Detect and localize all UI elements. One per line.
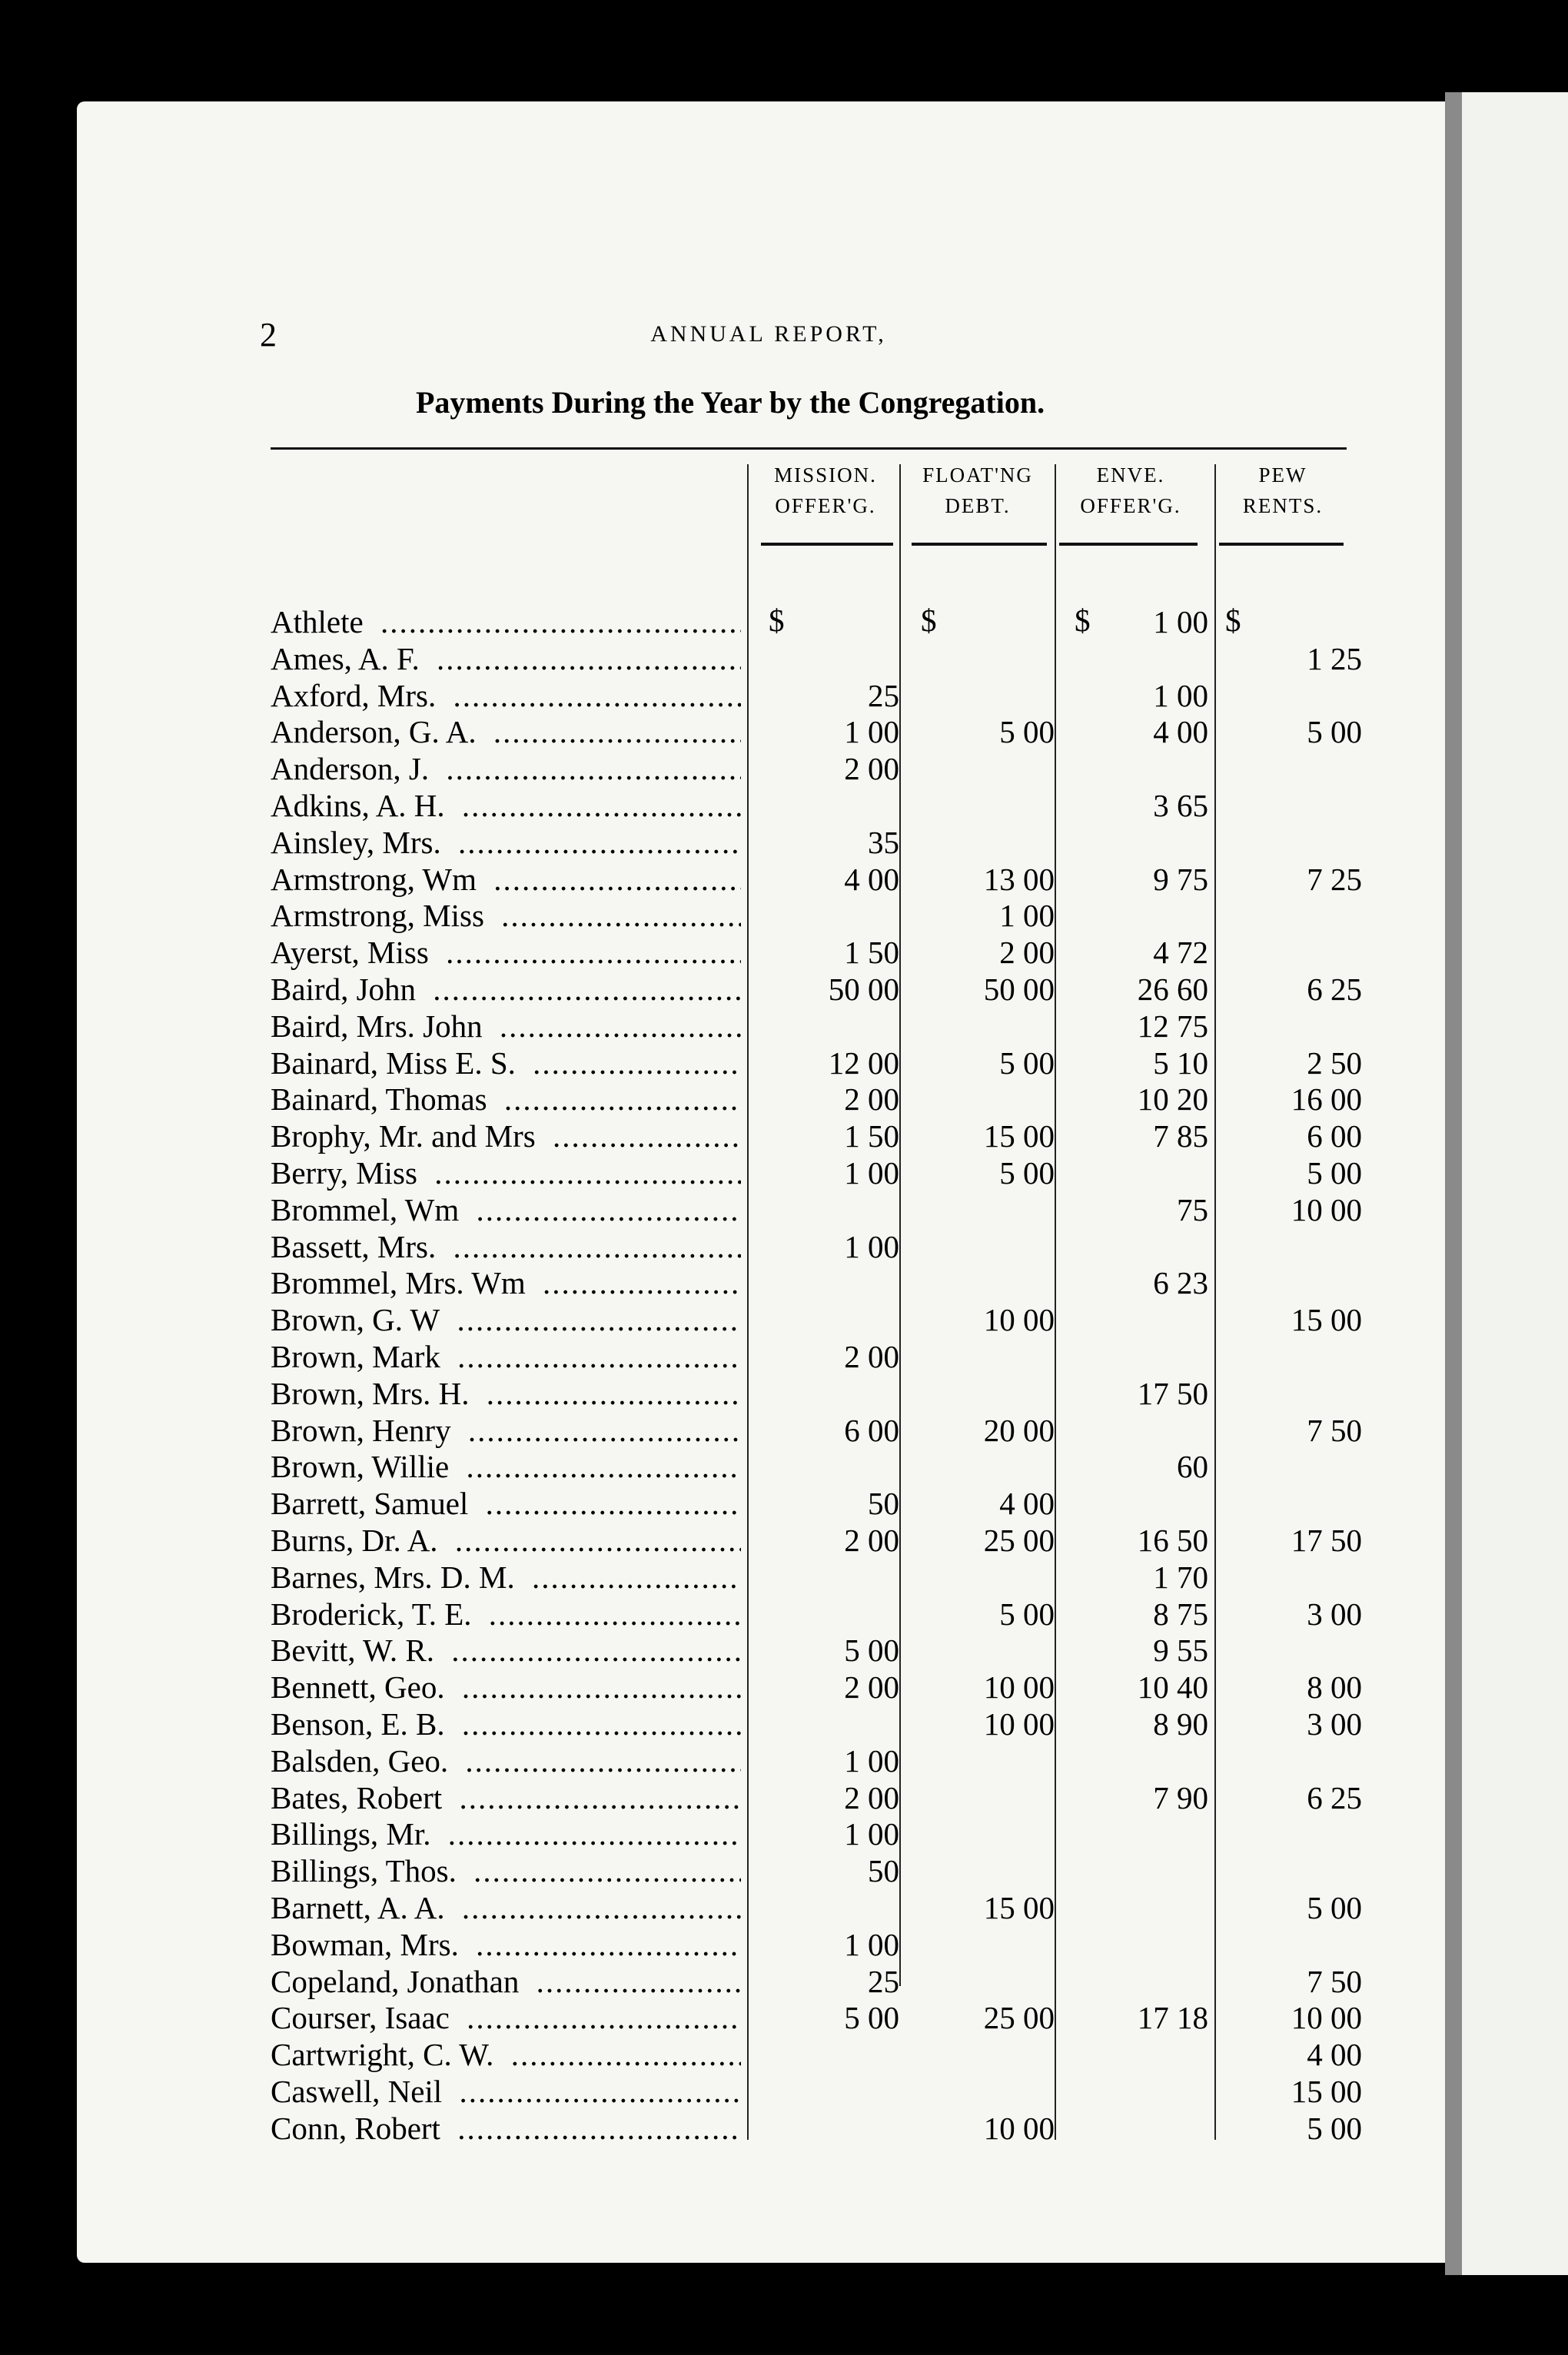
contributor-name xyxy=(271,1413,741,1448)
mission-offering-cell: 1 00 xyxy=(844,1228,899,1264)
pew-rents-cell: 2 50 xyxy=(1307,1045,1362,1081)
contributor-name-text: Courser, Isaac xyxy=(271,2000,457,2035)
contributor-name-text: Armstrong, Miss xyxy=(271,898,492,933)
contributor-name xyxy=(271,1229,741,1264)
pew-rents-cell: 10 00 xyxy=(1291,1191,1362,1227)
floating-debt-cell: 5 00 xyxy=(999,714,1055,750)
currency-symbol: $ xyxy=(769,603,785,638)
table-row xyxy=(0,2074,1414,2109)
contributor-name-text: Brophy, Mr. and Mrs xyxy=(271,1118,543,1154)
contributor-name-text: Barrett, Samuel xyxy=(271,1486,476,1521)
contributor-name xyxy=(271,1265,741,1300)
mission-offering-cell: 5 00 xyxy=(844,1633,899,1669)
table-row xyxy=(0,1559,1414,1595)
table-row xyxy=(0,1008,1414,1044)
table-row xyxy=(0,1339,1414,1374)
table-row xyxy=(0,2111,1414,2146)
contributor-name xyxy=(271,2037,741,2072)
page-number: 2 xyxy=(260,316,277,354)
mission-offering-cell: 2 00 xyxy=(844,1779,899,1815)
mission-offering-cell: 6 00 xyxy=(844,1412,899,1448)
contributor-name xyxy=(271,1706,741,1742)
contributor-name-text: Brown, Willie xyxy=(271,1449,457,1484)
contributor-name-text: Balsden, Geo. xyxy=(271,1743,456,1779)
envelope-offering-cell: 9 75 xyxy=(1153,861,1208,897)
contributor-name-text: Barnes, Mrs. D. M. xyxy=(271,1559,523,1595)
contributor-name xyxy=(271,2000,741,2035)
table-row xyxy=(0,1669,1414,1705)
currency-symbol: $ xyxy=(1225,603,1241,638)
pew-rents-cell: 15 00 xyxy=(1291,2074,1362,2109)
envelope-offering-cell: 7 90 xyxy=(1153,1779,1208,1815)
contributor-name-text: Burns, Dr. A. xyxy=(271,1523,446,1558)
contributor-name xyxy=(271,1118,741,1154)
table-row xyxy=(0,641,1414,676)
contributor-name xyxy=(271,1486,741,1521)
pew-rents-cell: 4 00 xyxy=(1307,2037,1362,2073)
contributor-name xyxy=(271,2074,741,2109)
envelope-offering-cell: 17 50 xyxy=(1137,1375,1208,1411)
table-row xyxy=(0,1229,1414,1264)
contributor-name xyxy=(271,604,741,639)
contributor-name xyxy=(271,1449,741,1484)
contributor-name xyxy=(271,1523,741,1558)
contributor-name-text: Baird, Mrs. John xyxy=(271,1008,490,1044)
envelope-offering-cell: 10 20 xyxy=(1137,1081,1208,1118)
contributor-name xyxy=(271,1008,741,1044)
table-row xyxy=(0,1118,1414,1154)
contributor-name-text: Bates, Robert xyxy=(271,1780,450,1815)
contributor-name-text: Ainsley, Mrs. xyxy=(271,825,449,860)
column-header-mission: MISSION. OFFER'G. xyxy=(774,463,877,517)
contributor-name xyxy=(271,751,741,786)
envelope-offering-cell: 8 75 xyxy=(1153,1596,1208,1632)
pew-rents-cell: 3 00 xyxy=(1307,1706,1362,1742)
contributor-name-text: Bennett, Geo. xyxy=(271,1669,453,1705)
contributor-name xyxy=(271,1780,741,1815)
header-underline xyxy=(912,543,1047,546)
contributor-name-text: Billings, Mr. xyxy=(271,1816,438,1852)
pew-rents-cell: 5 00 xyxy=(1307,714,1362,750)
contributor-name xyxy=(271,862,741,897)
pew-rents-cell: 5 00 xyxy=(1307,1890,1362,1925)
floating-debt-cell: 10 00 xyxy=(983,1706,1055,1742)
floating-debt-cell: 10 00 xyxy=(983,1669,1055,1706)
table-row xyxy=(0,1964,1414,1999)
floating-debt-cell: 20 00 xyxy=(983,1412,1055,1448)
pew-rents-cell: 1 25 xyxy=(1307,640,1362,676)
envelope-offering-cell: 60 xyxy=(1177,1449,1208,1485)
envelope-offering-cell: 8 90 xyxy=(1153,1706,1208,1742)
envelope-offering-cell: 1 00 xyxy=(1153,604,1208,639)
contributor-name xyxy=(271,1669,741,1705)
running-head: ANNUAL REPORT, xyxy=(650,321,887,347)
mission-offering-cell: 50 xyxy=(868,1486,899,1522)
envelope-offering-cell: 6 23 xyxy=(1153,1265,1208,1301)
table-row xyxy=(0,1045,1414,1081)
envelope-offering-cell: 4 00 xyxy=(1153,714,1208,750)
floating-debt-cell: 5 00 xyxy=(999,1155,1055,1191)
column-header-pew-rents: PEW RENTS. xyxy=(1242,463,1324,517)
mission-offering-cell: 2 00 xyxy=(844,751,899,787)
mission-offering-cell: 12 00 xyxy=(828,1045,899,1081)
contributor-name-text: Copeland, Jonathan xyxy=(271,1964,527,1999)
contributor-name-text: Berry, Miss xyxy=(271,1155,425,1191)
mission-offering-cell: 2 00 xyxy=(844,1339,899,1374)
contributor-name xyxy=(271,1045,741,1081)
envelope-offering-cell: 5 10 xyxy=(1153,1045,1208,1081)
contributor-name-text: Anderson, G. A. xyxy=(271,714,484,749)
mission-offering-cell: 25 xyxy=(868,677,899,713)
table-row xyxy=(0,972,1414,1007)
table-title: Payments During the Year by the Congregation. xyxy=(415,385,1045,420)
floating-debt-cell: 4 00 xyxy=(999,1486,1055,1522)
mission-offering-cell: 1 00 xyxy=(844,1742,899,1779)
contributor-name xyxy=(271,1964,741,1999)
table-row xyxy=(0,1265,1414,1300)
contributor-name xyxy=(271,825,741,860)
mission-offering-cell: 35 xyxy=(868,824,899,860)
contributor-name-text: Athlete xyxy=(271,604,371,639)
floating-debt-cell: 1 00 xyxy=(999,898,1055,934)
contributor-name-text: Armstrong, Wm xyxy=(271,862,484,897)
contributor-name xyxy=(271,788,741,823)
contributor-name-text: Bainard, Miss E. S. xyxy=(271,1045,523,1081)
floating-debt-cell: 25 00 xyxy=(983,2000,1055,2036)
table-row xyxy=(0,1413,1414,1448)
contributor-name xyxy=(271,1302,741,1337)
envelope-offering-cell: 16 50 xyxy=(1137,1523,1208,1558)
contributor-name-text: Brommel, Wm xyxy=(271,1192,467,1227)
contributor-name-text: Brown, Mark xyxy=(271,1339,448,1374)
contributor-name-text: Brown, Henry xyxy=(271,1413,459,1448)
facing-page-edge xyxy=(1445,92,1568,2275)
floating-debt-cell: 15 00 xyxy=(983,1118,1055,1154)
table-row xyxy=(0,1081,1414,1117)
mission-offering-cell: 50 xyxy=(868,1853,899,1889)
contributor-name xyxy=(271,1743,741,1779)
mission-offering-cell: 1 50 xyxy=(844,935,899,971)
contributor-name-text: Ayerst, Miss xyxy=(271,935,437,970)
contributor-name xyxy=(271,972,741,1007)
pew-rents-cell: 7 50 xyxy=(1307,1963,1362,1999)
header-underline xyxy=(1219,543,1344,546)
mission-offering-cell: 25 xyxy=(868,1963,899,1999)
contributor-name-text: Bowman, Mrs. xyxy=(271,1927,467,1962)
pew-rents-cell: 10 00 xyxy=(1291,2000,1362,2036)
mission-offering-cell: 1 00 xyxy=(844,1155,899,1191)
table-row xyxy=(0,751,1414,786)
pew-rents-cell: 5 00 xyxy=(1307,1155,1362,1191)
table-row xyxy=(0,714,1414,749)
table-row xyxy=(0,1596,1414,1632)
contributor-name xyxy=(271,1927,741,1962)
contributor-name xyxy=(271,1596,741,1632)
mission-offering-cell: 1 00 xyxy=(844,1816,899,1852)
contributor-name xyxy=(271,678,741,713)
pew-rents-cell: 7 50 xyxy=(1307,1412,1362,1448)
contributor-name xyxy=(271,2111,741,2146)
column-header-floating-debt: FLOAT'NG DEBT. xyxy=(922,463,1033,517)
table-row xyxy=(0,1376,1414,1411)
contributor-name-text: Ames, A. F. xyxy=(271,641,427,676)
envelope-offering-cell: 7 85 xyxy=(1153,1118,1208,1154)
table-row xyxy=(0,1816,1414,1852)
pew-rents-cell: 7 25 xyxy=(1307,861,1362,897)
table-row xyxy=(0,1890,1414,1925)
header-underline xyxy=(761,543,893,546)
contributor-name xyxy=(271,1816,741,1852)
pew-rents-cell: 16 00 xyxy=(1291,1081,1362,1118)
contributor-name-text: Cartwright, C. W. xyxy=(271,2037,501,2072)
contributor-name-text: Axford, Mrs. xyxy=(271,678,443,713)
floating-debt-cell: 50 00 xyxy=(983,972,1055,1007)
table-row xyxy=(0,604,1414,639)
contributor-name-text: Caswell, Neil xyxy=(271,2074,450,2109)
table-row xyxy=(0,1706,1414,1742)
table-row xyxy=(0,862,1414,897)
table-row xyxy=(0,1449,1414,1484)
pew-rents-cell: 6 25 xyxy=(1307,1779,1362,1815)
mission-offering-cell: 1 00 xyxy=(844,1926,899,1962)
envelope-offering-cell: 12 75 xyxy=(1137,1008,1208,1044)
contributor-name-text: Bassett, Mrs. xyxy=(271,1229,443,1264)
table-row xyxy=(0,1853,1414,1888)
contributor-name xyxy=(271,1155,741,1191)
contributor-name xyxy=(271,1192,741,1227)
pew-rents-cell: 6 00 xyxy=(1307,1118,1362,1154)
pew-rents-cell: 8 00 xyxy=(1307,1669,1362,1706)
floating-debt-cell: 25 00 xyxy=(983,1523,1055,1558)
pew-rents-cell: 3 00 xyxy=(1307,1596,1362,1632)
contributor-name-text: Adkins, A. H. xyxy=(271,788,453,823)
envelope-offering-cell: 1 70 xyxy=(1153,1559,1208,1595)
contributor-name-text: Benson, E. B. xyxy=(271,1706,453,1742)
table-row xyxy=(0,788,1414,823)
header-underline xyxy=(1059,543,1198,546)
contributor-name-text: Barnett, A. A. xyxy=(271,1890,453,1925)
table-row xyxy=(0,1155,1414,1191)
mission-offering-cell: 1 00 xyxy=(844,714,899,750)
floating-debt-cell: 2 00 xyxy=(999,935,1055,971)
floating-debt-cell: 13 00 xyxy=(983,861,1055,897)
table-row xyxy=(0,1192,1414,1227)
envelope-offering-cell: 26 60 xyxy=(1137,972,1208,1007)
table-row xyxy=(0,1302,1414,1337)
contributor-name xyxy=(271,641,741,676)
pew-rents-cell: 15 00 xyxy=(1291,1302,1362,1338)
contributor-name-text: Bainard, Thomas xyxy=(271,1081,495,1117)
contributor-name-text: Brommel, Mrs. Wm xyxy=(271,1265,533,1300)
table-row xyxy=(0,898,1414,933)
header-rule xyxy=(271,447,1347,450)
envelope-offering-cell: 9 55 xyxy=(1153,1633,1208,1669)
table-row xyxy=(0,1780,1414,1815)
envelope-offering-cell: 1 00 xyxy=(1153,677,1208,713)
table-row xyxy=(0,2037,1414,2072)
contributor-name-text: Brown, G. W xyxy=(271,1302,447,1337)
mission-offering-cell: 50 00 xyxy=(828,972,899,1007)
mission-offering-cell: 1 50 xyxy=(844,1118,899,1154)
pew-rents-cell: 17 50 xyxy=(1291,1523,1362,1558)
envelope-offering-cell: 3 65 xyxy=(1153,788,1208,823)
contributor-name-text: Bevitt, W. R. xyxy=(271,1633,442,1668)
contributor-name xyxy=(271,1339,741,1374)
table-row xyxy=(0,1523,1414,1558)
table-row xyxy=(0,825,1414,860)
contributor-name-text: Anderson, J. xyxy=(271,751,437,786)
currency-symbol: $ xyxy=(921,603,937,638)
contributor-name xyxy=(271,1559,741,1595)
floating-debt-cell: 10 00 xyxy=(983,1302,1055,1338)
contributor-name xyxy=(271,1890,741,1925)
column-header-envelope: ENVE. OFFER'G. xyxy=(1080,463,1181,517)
table-row xyxy=(0,1486,1414,1521)
contributor-name xyxy=(271,898,741,933)
table-row xyxy=(0,1743,1414,1779)
floating-debt-cell: 5 00 xyxy=(999,1045,1055,1081)
table-row xyxy=(0,1633,1414,1668)
contributor-name-text: Billings, Thos. xyxy=(271,1853,464,1888)
contributor-name xyxy=(271,1376,741,1411)
pew-rents-cell: 6 25 xyxy=(1307,972,1362,1007)
currency-symbol: $ xyxy=(1075,603,1091,638)
contributor-name xyxy=(271,1633,741,1668)
contributor-name-text: Brown, Mrs. H. xyxy=(271,1376,477,1411)
table-row xyxy=(0,678,1414,713)
contributor-name-text: Conn, Robert xyxy=(271,2111,448,2146)
contributor-name xyxy=(271,935,741,970)
contributor-name xyxy=(271,1853,741,1888)
envelope-offering-cell: 4 72 xyxy=(1153,935,1208,971)
envelope-offering-cell: 10 40 xyxy=(1137,1669,1208,1706)
pew-rents-cell: 5 00 xyxy=(1307,2110,1362,2146)
floating-debt-cell: 15 00 xyxy=(983,1890,1055,1925)
envelope-offering-cell: 17 18 xyxy=(1137,2000,1208,2036)
mission-offering-cell: 2 00 xyxy=(844,1669,899,1706)
mission-offering-cell: 2 00 xyxy=(844,1081,899,1118)
mission-offering-cell: 4 00 xyxy=(844,861,899,897)
contributor-name-text: Broderick, T. E. xyxy=(271,1596,480,1632)
envelope-offering-cell: 75 xyxy=(1177,1191,1208,1227)
contributor-name xyxy=(271,714,741,749)
table-row xyxy=(0,2000,1414,2035)
contributor-name xyxy=(271,1081,741,1117)
floating-debt-cell: 5 00 xyxy=(999,1596,1055,1632)
table-row xyxy=(0,1927,1414,1962)
mission-offering-cell: 2 00 xyxy=(844,1523,899,1558)
floating-debt-cell: 10 00 xyxy=(983,2110,1055,2146)
mission-offering-cell: 5 00 xyxy=(844,2000,899,2036)
table-row xyxy=(0,935,1414,970)
contributor-name-text: Baird, John xyxy=(271,972,424,1007)
